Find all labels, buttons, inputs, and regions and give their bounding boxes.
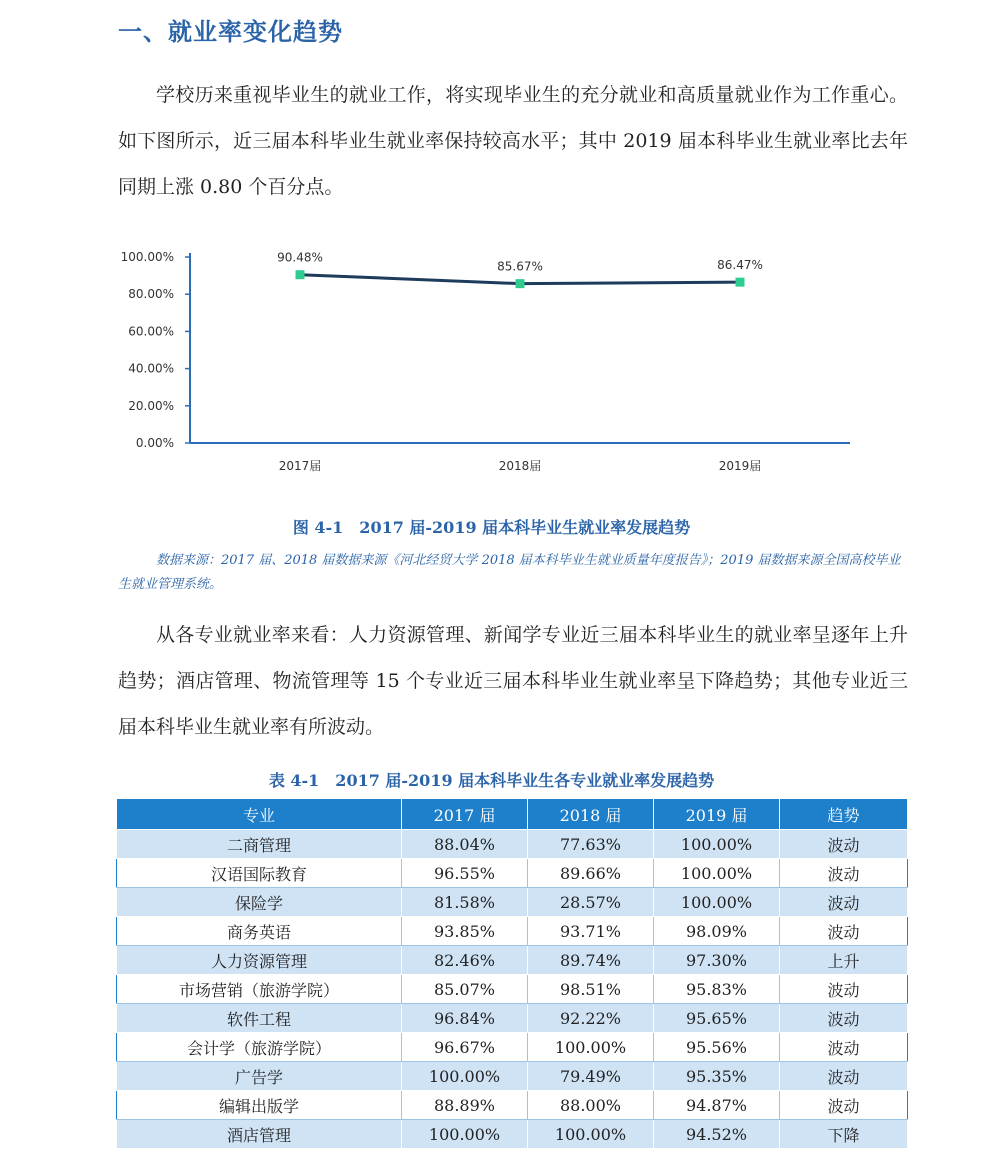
- table-cell: 波动: [780, 859, 908, 888]
- y-tick-label: 40.00%: [128, 361, 174, 376]
- y-tick-label: 100.00%: [120, 250, 174, 264]
- table-cell: 100.00%: [654, 859, 780, 888]
- table-cell: 波动: [780, 888, 908, 917]
- table-cell: 波动: [780, 917, 908, 946]
- major-employment-table: [116, 798, 908, 1149]
- table-cell: 28.57%: [528, 888, 654, 917]
- major-analysis-paragraph: 从各专业就业率来看：人力资源管理、新闻学专业近三届本科毕业生的就业率呈逐年上升趋势；酒店管理、物流管理等 15 个专业近三届本科毕业生就业率呈下降趋势；其他专业近三届本科毕业生就业率有所波动。: [118, 624, 908, 738]
- table-cell: 波动: [780, 1091, 908, 1120]
- table-cell: 93.71%: [528, 917, 654, 946]
- x-tick-label: 2019届: [718, 459, 762, 473]
- data-point-marker: [516, 279, 525, 288]
- employment-rate-line-chart: [110, 230, 870, 480]
- table-cell: 96.84%: [402, 1004, 528, 1033]
- table-row: [117, 1033, 908, 1062]
- table-header-row: [117, 799, 908, 830]
- table-cell: 人力资源管理: [117, 946, 402, 975]
- data-label: 86.47%: [717, 258, 763, 273]
- table-cell: 软件工程: [117, 1004, 402, 1033]
- table-cell: 100.00%: [402, 1120, 528, 1149]
- table-row: [117, 1091, 908, 1120]
- table-cell: 95.65%: [654, 1004, 780, 1033]
- table-cell: 上升: [780, 946, 908, 975]
- table-cell: 波动: [780, 1004, 908, 1033]
- table-row: [117, 1120, 908, 1149]
- table-cell: 93.85%: [402, 917, 528, 946]
- table-row: [117, 975, 908, 1004]
- table-cell: 94.87%: [654, 1091, 780, 1120]
- table-cell: 100.00%: [402, 1062, 528, 1091]
- data-label: 90.48%: [277, 250, 323, 265]
- table-row: [117, 859, 908, 888]
- table-cell: 98.51%: [528, 975, 654, 1004]
- table-row: [117, 1062, 908, 1091]
- table-cell: 89.74%: [528, 946, 654, 975]
- table-cell: 汉语国际教育: [117, 859, 402, 888]
- table-cell: 市场营销（旅游学院）: [117, 975, 402, 1004]
- table-header-cell: 2017 届: [402, 799, 528, 830]
- table-cell: 会计学（旅游学院）: [117, 1033, 402, 1062]
- table-cell: 96.55%: [402, 859, 528, 888]
- table-cell: 下降: [780, 1120, 908, 1149]
- table-cell: 95.83%: [654, 975, 780, 1004]
- table-cell: 98.09%: [654, 917, 780, 946]
- y-tick-label: 0.00%: [135, 436, 174, 450]
- figure-caption: 图 4-1 2017 届-2019 届本科毕业生就业率发展趋势: [292, 518, 691, 537]
- table-cell: 95.56%: [654, 1033, 780, 1062]
- table-cell: 89.66%: [528, 859, 654, 888]
- table-row: [117, 946, 908, 975]
- data-label: 85.67%: [497, 259, 543, 274]
- table-header-cell: 2019 届: [654, 799, 780, 830]
- table-cell: 88.04%: [402, 830, 528, 859]
- table-cell: 波动: [780, 1062, 908, 1091]
- table-caption: 表 4-1 2017 届-2019 届本科毕业生各专业就业率发展趋势: [268, 771, 715, 790]
- y-tick-label: 80.00%: [128, 287, 174, 302]
- table-cell: 95.35%: [654, 1062, 780, 1091]
- table-cell: 100.00%: [654, 830, 780, 859]
- table-cell: 81.58%: [402, 888, 528, 917]
- table-row: [117, 830, 908, 859]
- table-cell: 波动: [780, 975, 908, 1004]
- table-cell: 编辑出版学: [117, 1091, 402, 1120]
- table-cell: 二商管理: [117, 830, 402, 859]
- intro-paragraph: 学校历来重视毕业生的就业工作，将实现毕业生的充分就业和高质量就业作为工作重心。如下图所示，近三届本科毕业生就业率保持较高水平；其中 2019 届本科毕业生就业率比去年同期上涨 0.80 个百分点。: [118, 84, 908, 198]
- table-row: [117, 1004, 908, 1033]
- y-tick-label: 20.00%: [128, 398, 174, 413]
- table-header-cell: 2018 届: [528, 799, 654, 830]
- table-cell: 保险学: [117, 888, 402, 917]
- table-header-cell: 专业: [117, 799, 402, 830]
- table-cell: 广告学: [117, 1062, 402, 1091]
- table-cell: 82.46%: [402, 946, 528, 975]
- table-cell: 88.89%: [402, 1091, 528, 1120]
- data-point-marker: [736, 278, 745, 287]
- table-cell: 79.49%: [528, 1062, 654, 1091]
- table-row: [117, 917, 908, 946]
- table-cell: 100.00%: [528, 1033, 654, 1062]
- x-tick-label: 2017届: [278, 459, 322, 473]
- table-cell: 77.63%: [528, 830, 654, 859]
- table-cell: 酒店管理: [117, 1120, 402, 1149]
- table-cell: 94.52%: [654, 1120, 780, 1149]
- table-cell: 85.07%: [402, 975, 528, 1004]
- table-cell: 波动: [780, 830, 908, 859]
- section-heading: 一、就业率变化趋势: [118, 18, 343, 46]
- x-tick-label: 2018届: [498, 459, 542, 473]
- table-row: [117, 888, 908, 917]
- table-cell: 波动: [780, 1033, 908, 1062]
- data-source-note: 数据来源：2017 届、2018 届数据来源《河北经贸大学 2018 届本科毕业生就业质量年度报告》；2019 届数据来源全国高校毕业生就业管理系统。: [118, 553, 901, 592]
- y-tick-label: 60.00%: [128, 324, 174, 339]
- table-cell: 96.67%: [402, 1033, 528, 1062]
- data-point-marker: [296, 270, 305, 279]
- table-cell: 100.00%: [654, 888, 780, 917]
- table-cell: 97.30%: [654, 946, 780, 975]
- table-cell: 商务英语: [117, 917, 402, 946]
- table-cell: 100.00%: [528, 1120, 654, 1149]
- table-header-cell: 趋势: [780, 799, 908, 830]
- table-cell: 88.00%: [528, 1091, 654, 1120]
- table-cell: 92.22%: [528, 1004, 654, 1033]
